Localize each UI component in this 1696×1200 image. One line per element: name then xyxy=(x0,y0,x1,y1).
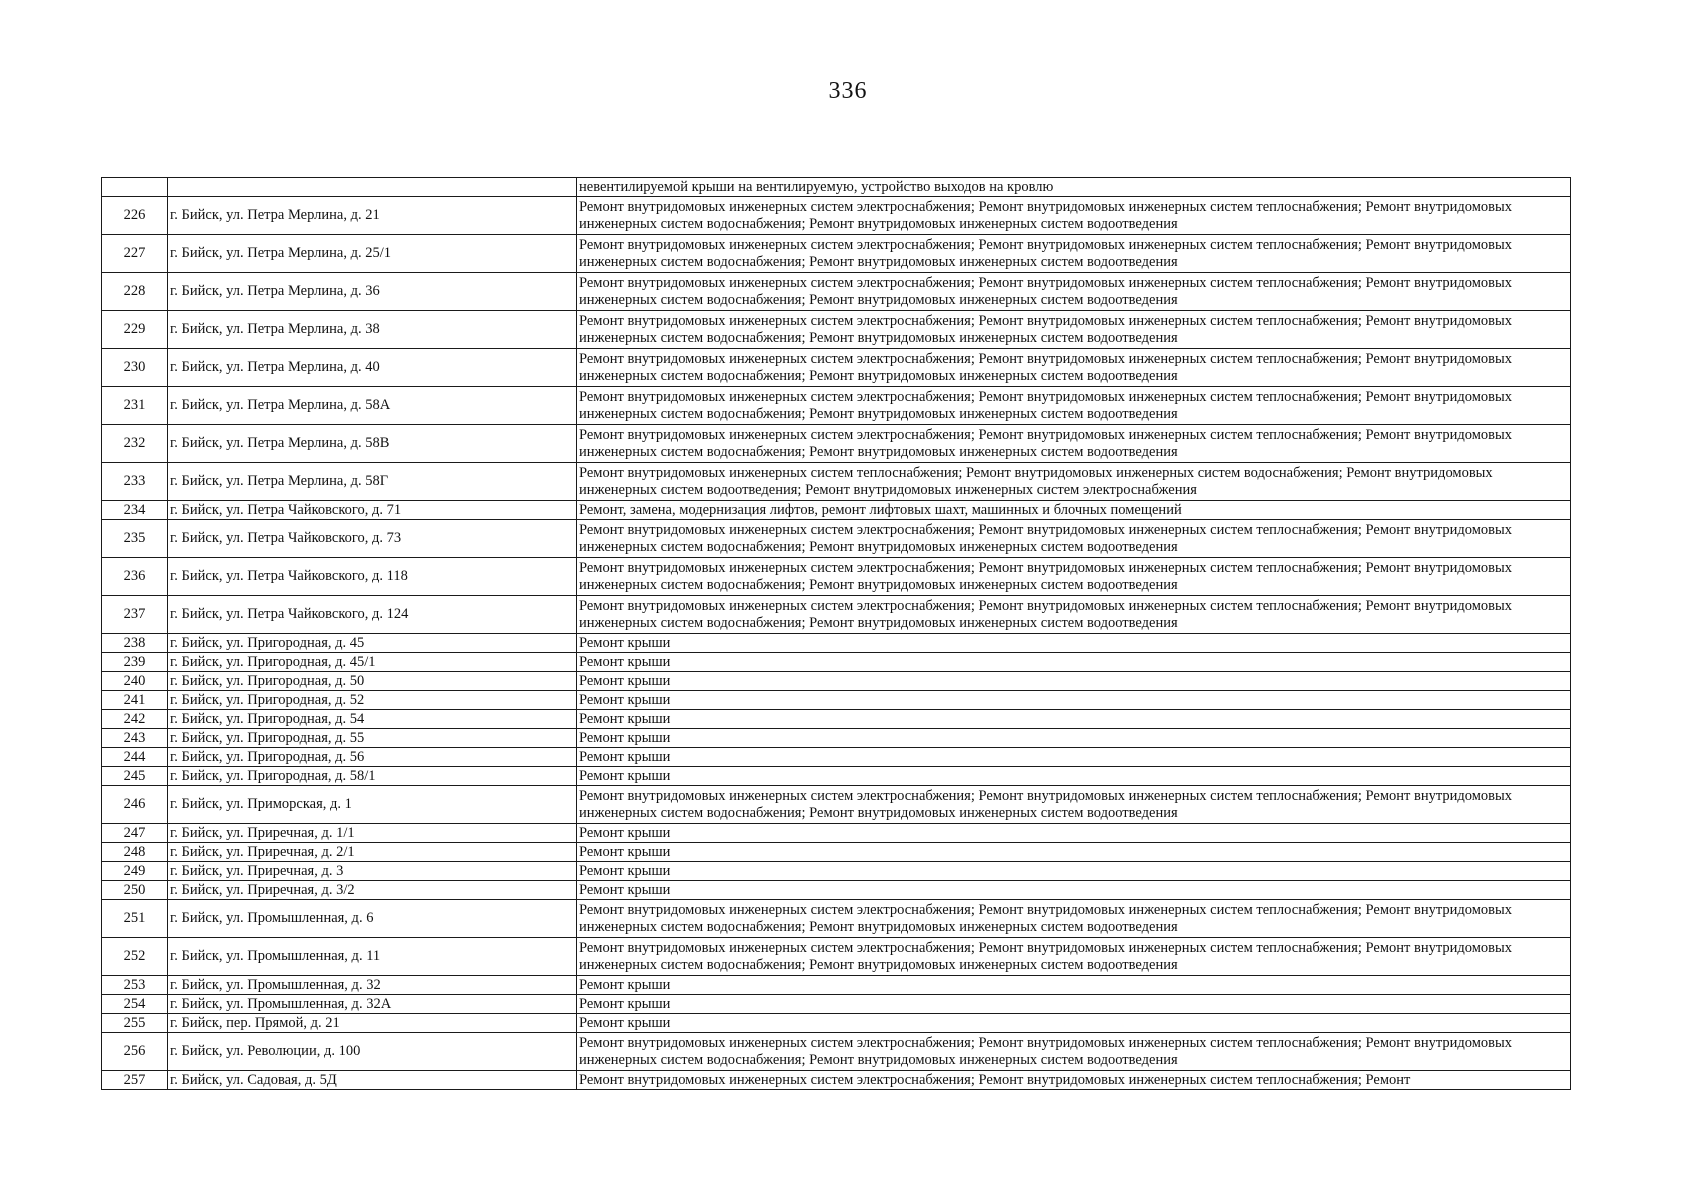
row-number-cell: 247 xyxy=(102,824,168,843)
work-type-cell: Ремонт внутридомовых инженерных систем электроснабжения; Ремонт внутридомовых инженерных систем теплоснабжения; Ремонт xyxy=(577,1071,1571,1090)
table-row xyxy=(102,634,1571,653)
table-row xyxy=(102,178,1571,197)
table-row xyxy=(102,843,1571,862)
table-row xyxy=(102,900,1571,938)
row-number-cell: 236 xyxy=(102,558,168,596)
row-number-cell: 252 xyxy=(102,938,168,976)
address-cell: г. Бийск, ул. Пригородная, д. 58/1 xyxy=(168,767,577,786)
table-row xyxy=(102,1014,1571,1033)
address-cell: г. Бийск, ул. Садовая, д. 5Д xyxy=(168,1071,577,1090)
table-row xyxy=(102,520,1571,558)
work-type-cell: Ремонт внутридомовых инженерных систем электроснабжения; Ремонт внутридомовых инженерных систем теплоснабжения; Ремонт внутридомовых инженерных систем водоснабжения; Ремонт внутридомовых инженерных систем водоотведения xyxy=(577,273,1571,311)
address-cell: г. Бийск, ул. Петра Мерлина, д. 58А xyxy=(168,387,577,425)
row-number-cell: 240 xyxy=(102,672,168,691)
row-number-cell: 245 xyxy=(102,767,168,786)
address-cell: г. Бийск, ул. Пригородная, д. 56 xyxy=(168,748,577,767)
row-number-cell: 248 xyxy=(102,843,168,862)
table-row xyxy=(102,349,1571,387)
registry-table xyxy=(101,177,1571,1090)
address-cell: г. Бийск, ул. Петра Чайковского, д. 71 xyxy=(168,501,577,520)
table-row xyxy=(102,501,1571,520)
address-cell: г. Бийск, ул. Промышленная, д. 32 xyxy=(168,976,577,995)
work-type-cell: Ремонт внутридомовых инженерных систем электроснабжения; Ремонт внутридомовых инженерных систем теплоснабжения; Ремонт внутридомовых инженерных систем водоснабжения; Ремонт внутридомовых инженерных систем водоотведения xyxy=(577,197,1571,235)
table-body xyxy=(102,178,1571,1090)
address-cell: г. Бийск, ул. Петра Мерлина, д. 40 xyxy=(168,349,577,387)
address-cell: г. Бийск, ул. Революции, д. 100 xyxy=(168,1033,577,1071)
address-cell: г. Бийск, ул. Петра Чайковского, д. 118 xyxy=(168,558,577,596)
address-cell: г. Бийск, пер. Прямой, д. 21 xyxy=(168,1014,577,1033)
work-type-cell: Ремонт крыши xyxy=(577,710,1571,729)
address-cell: г. Бийск, ул. Промышленная, д. 11 xyxy=(168,938,577,976)
address-cell: г. Бийск, ул. Петра Мерлина, д. 38 xyxy=(168,311,577,349)
work-type-cell: невентилируемой крыши на вентилируемую, устройство выходов на кровлю xyxy=(577,178,1571,197)
table-row xyxy=(102,425,1571,463)
address-cell: г. Бийск, ул. Петра Мерлина, д. 25/1 xyxy=(168,235,577,273)
address-cell: г. Бийск, ул. Приречная, д. 3/2 xyxy=(168,881,577,900)
table-row xyxy=(102,729,1571,748)
row-number-cell: 249 xyxy=(102,862,168,881)
work-type-cell: Ремонт внутридомовых инженерных систем теплоснабжения; Ремонт внутридомовых инженерных систем водоснабжения; Ремонт внутридомовых инженерных систем водоотведения; Ремонт внутридомовых инженерных систем электроснабжения xyxy=(577,463,1571,501)
work-type-cell: Ремонт крыши xyxy=(577,995,1571,1014)
table-row xyxy=(102,1033,1571,1071)
row-number-cell: 237 xyxy=(102,596,168,634)
work-type-cell: Ремонт крыши xyxy=(577,976,1571,995)
row-number-cell: 238 xyxy=(102,634,168,653)
work-type-cell: Ремонт, замена, модернизация лифтов, ремонт лифтовых шахт, машинных и блочных помещений xyxy=(577,501,1571,520)
address-cell: г. Бийск, ул. Пригородная, д. 55 xyxy=(168,729,577,748)
table-row xyxy=(102,387,1571,425)
row-number-cell: 256 xyxy=(102,1033,168,1071)
address-cell: г. Бийск, ул. Пригородная, д. 54 xyxy=(168,710,577,729)
work-type-cell: Ремонт крыши xyxy=(577,653,1571,672)
row-number-cell xyxy=(102,178,168,197)
work-type-cell: Ремонт внутридомовых инженерных систем электроснабжения; Ремонт внутридомовых инженерных систем теплоснабжения; Ремонт внутридомовых инженерных систем водоснабжения; Ремонт внутридомовых инженерных систем водоотведения xyxy=(577,520,1571,558)
table-row xyxy=(102,995,1571,1014)
work-type-cell: Ремонт внутридомовых инженерных систем электроснабжения; Ремонт внутридомовых инженерных систем теплоснабжения; Ремонт внутридомовых инженерных систем водоснабжения; Ремонт внутридомовых инженерных систем водоотведения xyxy=(577,387,1571,425)
row-number-cell: 254 xyxy=(102,995,168,1014)
work-type-cell: Ремонт крыши xyxy=(577,824,1571,843)
row-number-cell: 239 xyxy=(102,653,168,672)
address-cell: г. Бийск, ул. Петра Чайковского, д. 124 xyxy=(168,596,577,634)
work-type-cell: Ремонт внутридомовых инженерных систем электроснабжения; Ремонт внутридомовых инженерных систем теплоснабжения; Ремонт внутридомовых инженерных систем водоснабжения; Ремонт внутридомовых инженерных систем водоотведения xyxy=(577,235,1571,273)
table-row xyxy=(102,691,1571,710)
work-type-cell: Ремонт внутридомовых инженерных систем электроснабжения; Ремонт внутридомовых инженерных систем теплоснабжения; Ремонт внутридомовых инженерных систем водоснабжения; Ремонт внутридомовых инженерных систем водоотведения xyxy=(577,425,1571,463)
row-number-cell: 241 xyxy=(102,691,168,710)
work-type-cell: Ремонт внутридомовых инженерных систем электроснабжения; Ремонт внутридомовых инженерных систем теплоснабжения; Ремонт внутридомовых инженерных систем водоснабжения; Ремонт внутридомовых инженерных систем водоотведения xyxy=(577,311,1571,349)
address-cell: г. Бийск, ул. Петра Чайковского, д. 73 xyxy=(168,520,577,558)
address-cell: г. Бийск, ул. Петра Мерлина, д. 58В xyxy=(168,425,577,463)
table-row xyxy=(102,786,1571,824)
address-cell: г. Бийск, ул. Пригородная, д. 45/1 xyxy=(168,653,577,672)
address-cell: г. Бийск, ул. Пригородная, д. 45 xyxy=(168,634,577,653)
row-number-cell: 246 xyxy=(102,786,168,824)
table-row xyxy=(102,710,1571,729)
address-cell: г. Бийск, ул. Промышленная, д. 6 xyxy=(168,900,577,938)
table-row xyxy=(102,273,1571,311)
row-number-cell: 230 xyxy=(102,349,168,387)
row-number-cell: 227 xyxy=(102,235,168,273)
address-cell: г. Бийск, ул. Приречная, д. 2/1 xyxy=(168,843,577,862)
row-number-cell: 244 xyxy=(102,748,168,767)
work-type-cell: Ремонт крыши xyxy=(577,862,1571,881)
address-cell: г. Бийск, ул. Приречная, д. 3 xyxy=(168,862,577,881)
work-type-cell: Ремонт крыши xyxy=(577,881,1571,900)
row-number-cell: 243 xyxy=(102,729,168,748)
work-type-cell: Ремонт крыши xyxy=(577,1014,1571,1033)
row-number-cell: 232 xyxy=(102,425,168,463)
table-row xyxy=(102,653,1571,672)
row-number-cell: 228 xyxy=(102,273,168,311)
work-type-cell: Ремонт внутридомовых инженерных систем электроснабжения; Ремонт внутридомовых инженерных систем теплоснабжения; Ремонт внутридомовых инженерных систем водоснабжения; Ремонт внутридомовых инженерных систем водоотведения xyxy=(577,349,1571,387)
table-row xyxy=(102,596,1571,634)
table-row xyxy=(102,938,1571,976)
address-cell: г. Бийск, ул. Приморская, д. 1 xyxy=(168,786,577,824)
table-row xyxy=(102,197,1571,235)
table-row xyxy=(102,311,1571,349)
work-type-cell: Ремонт внутридомовых инженерных систем электроснабжения; Ремонт внутридомовых инженерных систем теплоснабжения; Ремонт внутридомовых инженерных систем водоснабжения; Ремонт внутридомовых инженерных систем водоотведения xyxy=(577,558,1571,596)
work-type-cell: Ремонт крыши xyxy=(577,748,1571,767)
table-row xyxy=(102,558,1571,596)
row-number-cell: 250 xyxy=(102,881,168,900)
address-cell: г. Бийск, ул. Петра Мерлина, д. 21 xyxy=(168,197,577,235)
table-row xyxy=(102,1071,1571,1090)
row-number-cell: 257 xyxy=(102,1071,168,1090)
work-type-cell: Ремонт крыши xyxy=(577,634,1571,653)
work-type-cell: Ремонт крыши xyxy=(577,843,1571,862)
row-number-cell: 251 xyxy=(102,900,168,938)
row-number-cell: 233 xyxy=(102,463,168,501)
address-cell: г. Бийск, ул. Петра Мерлина, д. 58Г xyxy=(168,463,577,501)
address-cell xyxy=(168,178,577,197)
address-cell: г. Бийск, ул. Приречная, д. 1/1 xyxy=(168,824,577,843)
table-row xyxy=(102,881,1571,900)
row-number-cell: 229 xyxy=(102,311,168,349)
work-type-cell: Ремонт внутридомовых инженерных систем электроснабжения; Ремонт внутридомовых инженерных систем теплоснабжения; Ремонт внутридомовых инженерных систем водоснабжения; Ремонт внутридомовых инженерных систем водоотведения xyxy=(577,938,1571,976)
row-number-cell: 255 xyxy=(102,1014,168,1033)
row-number-cell: 235 xyxy=(102,520,168,558)
work-type-cell: Ремонт крыши xyxy=(577,729,1571,748)
address-cell: г. Бийск, ул. Петра Мерлина, д. 36 xyxy=(168,273,577,311)
row-number-cell: 226 xyxy=(102,197,168,235)
table-row xyxy=(102,235,1571,273)
address-cell: г. Бийск, ул. Промышленная, д. 32А xyxy=(168,995,577,1014)
row-number-cell: 242 xyxy=(102,710,168,729)
table-row xyxy=(102,463,1571,501)
work-type-cell: Ремонт крыши xyxy=(577,672,1571,691)
page-number: 336 xyxy=(828,78,868,104)
table-row xyxy=(102,767,1571,786)
table-row xyxy=(102,862,1571,881)
address-cell: г. Бийск, ул. Пригородная, д. 50 xyxy=(168,672,577,691)
table-row xyxy=(102,748,1571,767)
work-type-cell: Ремонт внутридомовых инженерных систем электроснабжения; Ремонт внутридомовых инженерных систем теплоснабжения; Ремонт внутридомовых инженерных систем водоснабжения; Ремонт внутридомовых инженерных систем водоотведения xyxy=(577,900,1571,938)
work-type-cell: Ремонт внутридомовых инженерных систем электроснабжения; Ремонт внутридомовых инженерных систем теплоснабжения; Ремонт внутридомовых инженерных систем водоснабжения; Ремонт внутридомовых инженерных систем водоотведения xyxy=(577,596,1571,634)
address-cell: г. Бийск, ул. Пригородная, д. 52 xyxy=(168,691,577,710)
work-type-cell: Ремонт крыши xyxy=(577,691,1571,710)
work-type-cell: Ремонт внутридомовых инженерных систем электроснабжения; Ремонт внутридомовых инженерных систем теплоснабжения; Ремонт внутридомовых инженерных систем водоснабжения; Ремонт внутридомовых инженерных систем водоотведения xyxy=(577,1033,1571,1071)
table-row xyxy=(102,672,1571,691)
work-type-cell: Ремонт крыши xyxy=(577,767,1571,786)
work-type-cell: Ремонт внутридомовых инженерных систем электроснабжения; Ремонт внутридомовых инженерных систем теплоснабжения; Ремонт внутридомовых инженерных систем водоснабжения; Ремонт внутридомовых инженерных систем водоотведения xyxy=(577,786,1571,824)
row-number-cell: 234 xyxy=(102,501,168,520)
table-row xyxy=(102,824,1571,843)
table-row xyxy=(102,976,1571,995)
row-number-cell: 253 xyxy=(102,976,168,995)
row-number-cell: 231 xyxy=(102,387,168,425)
